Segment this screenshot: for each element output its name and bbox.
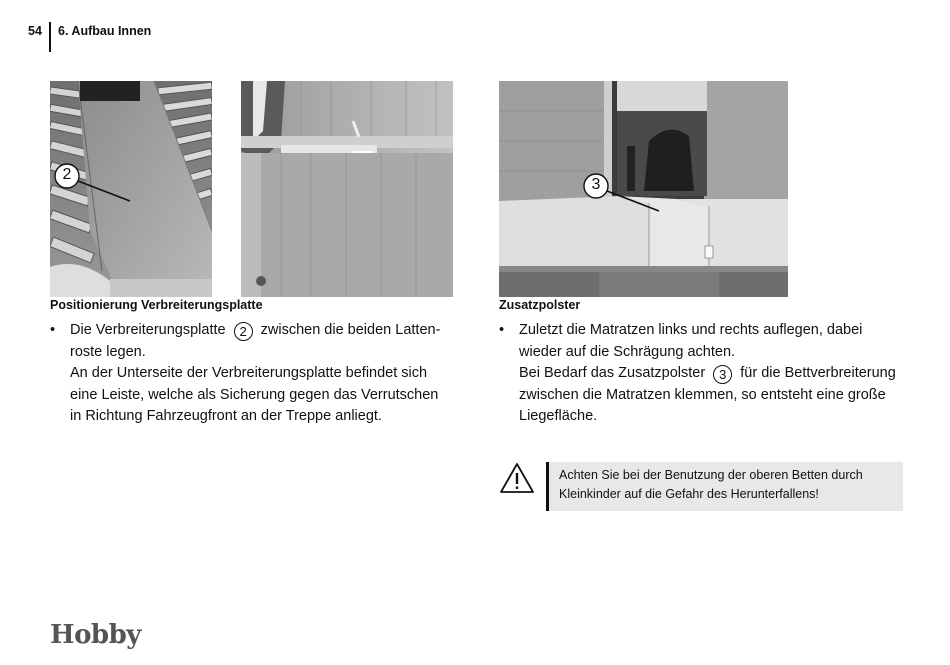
photo1-callout-number: 2 bbox=[62, 166, 72, 183]
left-line-3: An der Unterseite der Verbreiterungsplatte befindet sich bbox=[70, 365, 428, 381]
inline-callout-3: 3 bbox=[713, 365, 732, 384]
bullet: • bbox=[50, 322, 56, 338]
photo3-callout-number: 3 bbox=[591, 176, 601, 193]
left-line-1-after: zwischen die beiden Latten- bbox=[260, 322, 441, 338]
right-caption: Zusatzpolster bbox=[499, 298, 581, 312]
right-line-3-after: für die Bettverbreiterung bbox=[740, 365, 896, 381]
inline-callout-2: 2 bbox=[234, 322, 253, 341]
left-caption: Positionierung Verbreiterungsplatte bbox=[50, 298, 263, 312]
page-number: 54 bbox=[28, 24, 42, 38]
warning-notice bbox=[499, 461, 903, 511]
left-line-5: in Richtung Fahrzeugfront an der Treppe anliegt. bbox=[70, 408, 382, 424]
photo-mattresses bbox=[499, 81, 788, 297]
left-line-4: eine Leiste, welche als Sicherung gegen das Verrutschen bbox=[70, 386, 439, 403]
photo-wooden-panel bbox=[241, 81, 453, 297]
photo-slatted-frame bbox=[50, 81, 212, 297]
right-line-2: wieder auf die Schrägung achten. bbox=[519, 343, 736, 360]
left-line-1 bbox=[70, 320, 440, 342]
right-body bbox=[499, 320, 896, 428]
header-divider bbox=[49, 22, 51, 52]
right-line-3 bbox=[519, 363, 896, 385]
right-line-1: Zuletzt die Matratzen links und rechts auflegen, dabei bbox=[519, 322, 863, 338]
left-body bbox=[50, 320, 441, 428]
right-line-4: zwischen die Matratzen klemmen, so entsteht eine große bbox=[519, 386, 886, 403]
warning-text bbox=[559, 466, 863, 503]
left-line-1-before: Die Verbreiterungsplatte bbox=[70, 322, 226, 338]
brand-logo: Hobby bbox=[50, 620, 141, 650]
warning-line-2: Kleinkinder auf die Gefahr des Herunterfallens! bbox=[559, 486, 819, 501]
right-line-3-before: Bei Bedarf das Zusatzpolster bbox=[519, 365, 706, 381]
warning-line-1: Achten Sie bei der Benutzung der oberen Betten durch bbox=[559, 468, 863, 482]
chapter-title: 6. Aufbau Innen bbox=[58, 24, 152, 38]
warning-triangle-icon bbox=[499, 462, 535, 499]
right-line-5: Liegefläche. bbox=[519, 408, 598, 424]
left-line-2: roste legen. bbox=[70, 343, 146, 360]
bullet: • bbox=[499, 322, 505, 338]
